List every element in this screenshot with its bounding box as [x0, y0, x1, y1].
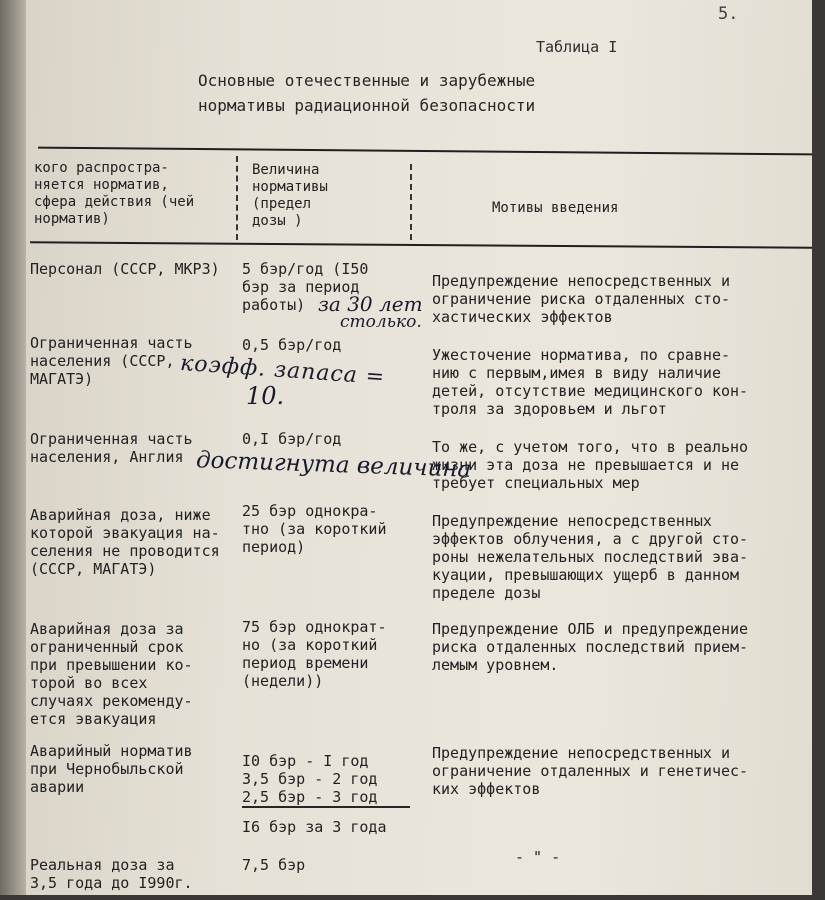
row5-motive: Предупреждение ОЛБ и предупреждение риска отдаленных последствий прием- лемым уровнем. — [432, 620, 749, 674]
header-col-subject: кого распростра- няется норматив, сфера действия (чей норматив) — [34, 160, 195, 227]
row2-motive: Ужесточение норматива, по сравне- нию с первым,имея в виду наличие детей, отсутствие медицинского кон- троля за здоровьем и льгот — [432, 346, 749, 418]
row6-total: I6 бэр за 3 года — [242, 818, 387, 836]
row6-subject: Аварийный норматив при Чернобыльской аварии — [30, 742, 193, 796]
column-divider-1 — [236, 156, 238, 240]
row4-motive: Предупреждение непосредственных эффектов облучения, а с другой сто- роны нежелательных последствий эва- куации, превышающих ущерб в данном пределе дозы — [432, 512, 749, 602]
row6-value: I0 бэр - I год 3,5 бэр - 2 год 2,5 бэр - 3 год — [242, 752, 378, 806]
row5-value: 75 бэр однократ- но (за короткий период времени (недели)) — [242, 618, 387, 690]
handwritten-note-ten: 10. — [246, 382, 285, 410]
table-title — [198, 68, 535, 118]
row6-motive: Предупреждение непосредственных и ограничение отдаленных и генетичес- ких эффектов — [432, 744, 749, 798]
handwritten-note-30-years: за 30 лет — [318, 292, 423, 316]
header-col-motive: Мотивы введения — [492, 200, 619, 216]
row4-value: 25 бэр однокра- тно (за короткий период) — [242, 502, 387, 556]
table-label: Таблица I — [536, 38, 618, 56]
handwritten-note-safety-factor: коэфф. запаса = — [179, 350, 387, 391]
column-divider-2 — [410, 164, 412, 240]
title-line-1: Основные отечественные и зарубежные — [198, 71, 536, 90]
row1-subject: Персонал (СССР, МКРЗ) — [30, 260, 220, 278]
page-number: 5. — [718, 4, 739, 24]
binding-edge — [0, 0, 26, 895]
row7-subject: Реальная доза за 3,5 года до I990г. — [30, 856, 193, 892]
row4-subject: Аварийная доза, ниже которой эвакуация на- селения не проводится (СССР, МАГАТЭ) — [30, 506, 220, 578]
row3-value: 0,I бэр/год — [242, 430, 342, 448]
header-col-value: Величина нормативы (предел дозы ) — [252, 162, 328, 229]
row7-value: 7,5 бэр — [242, 856, 306, 874]
row1-motive: Предупреждение непосредственных и ограничение риска отдаленных сто- хастических эффектов — [432, 272, 731, 326]
row2-value: 0,5 бэр/год — [242, 336, 342, 354]
row7-motive: - " - — [515, 848, 561, 866]
table-top-rule — [38, 147, 812, 156]
row1-value: 5 бэр/год (I50 бэр за период работы) — [242, 260, 369, 314]
handwritten-note-value-reached: достигнута величина — [195, 447, 472, 483]
sum-underline — [242, 806, 410, 808]
row2-subject: Ограниченная часть населения (СССР, МАГАТЭ) — [30, 334, 193, 388]
header-bottom-rule — [30, 241, 812, 248]
handwritten-note-so-much: столько. — [340, 312, 422, 332]
row3-subject: Ограниченная часть населения, Англия — [30, 430, 193, 466]
row5-subject: Аварийная доза за ограниченный срок при превышении ко- торой во всех случаях рекоменду- ется эвакуация — [30, 620, 193, 728]
row3-motive: То же, с учетом того, что в реально жизни эта доза не превышается и не требует специальных мер — [432, 438, 749, 492]
title-line-2: нормативы радиационной безопасности — [198, 96, 536, 115]
